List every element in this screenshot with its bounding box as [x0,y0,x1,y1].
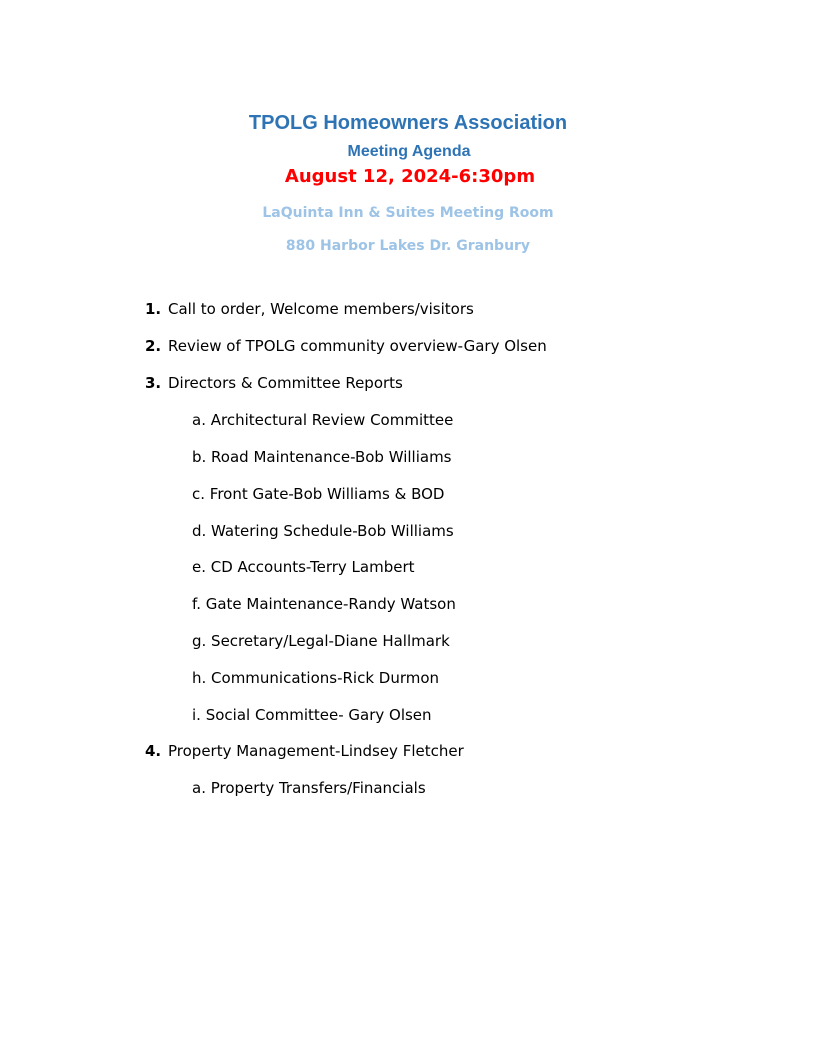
agenda-item-2 [145,336,547,356]
agenda-item-text: Directors & Committee Reports [168,374,403,392]
meeting-agenda-heading: Meeting Agenda [347,143,471,160]
agenda-item-number: 1. [145,300,162,318]
sub-item-social-committee: i. Social Committee- Gary Olsen [192,706,432,724]
meeting-date: August 12, 2024-6:30pm [284,166,536,187]
agenda-item-4 [145,741,464,761]
meeting-address: 880 Harbor Lakes Dr. Granbury [285,238,531,254]
sub-item-road-maintenance: b. Road Maintenance-Bob Williams [192,448,452,466]
agenda-item-text: Call to order, Welcome members/visitors [168,300,474,318]
agenda-item-1 [145,299,474,319]
sub-item-gate-maintenance: f. Gate Maintenance-Randy Watson [192,595,456,613]
agenda-item-text: Review of TPOLG community overview-Gary Olsen [168,337,547,355]
agenda-item-number: 2. [145,337,162,355]
sub-item-watering-schedule: d. Watering Schedule-Bob Williams [192,522,454,540]
agenda-item-3 [145,373,403,393]
agenda-item-number: 4. [145,742,162,760]
meeting-venue: LaQuinta Inn & Suites Meeting Room [262,205,554,221]
sub-item-secretary-legal: g. Secretary/Legal-Diane Hallmark [192,632,450,650]
sub-item-cd-accounts: e. CD Accounts-Terry Lambert [192,558,415,576]
sub-item-front-gate: c. Front Gate-Bob Williams & BOD [192,485,445,503]
agenda-item-number: 3. [145,374,162,392]
sub-item-architectural-review: a. Architectural Review Committee [192,411,454,429]
association-title: TPOLG Homeowners Association [248,112,568,134]
sub-item-communications: h. Communications-Rick Durmon [192,669,440,687]
agenda-item-text: Property Management-Lindsey Fletcher [168,742,464,760]
sub-item-property-transfers: a. Property Transfers/Financials [192,779,426,797]
